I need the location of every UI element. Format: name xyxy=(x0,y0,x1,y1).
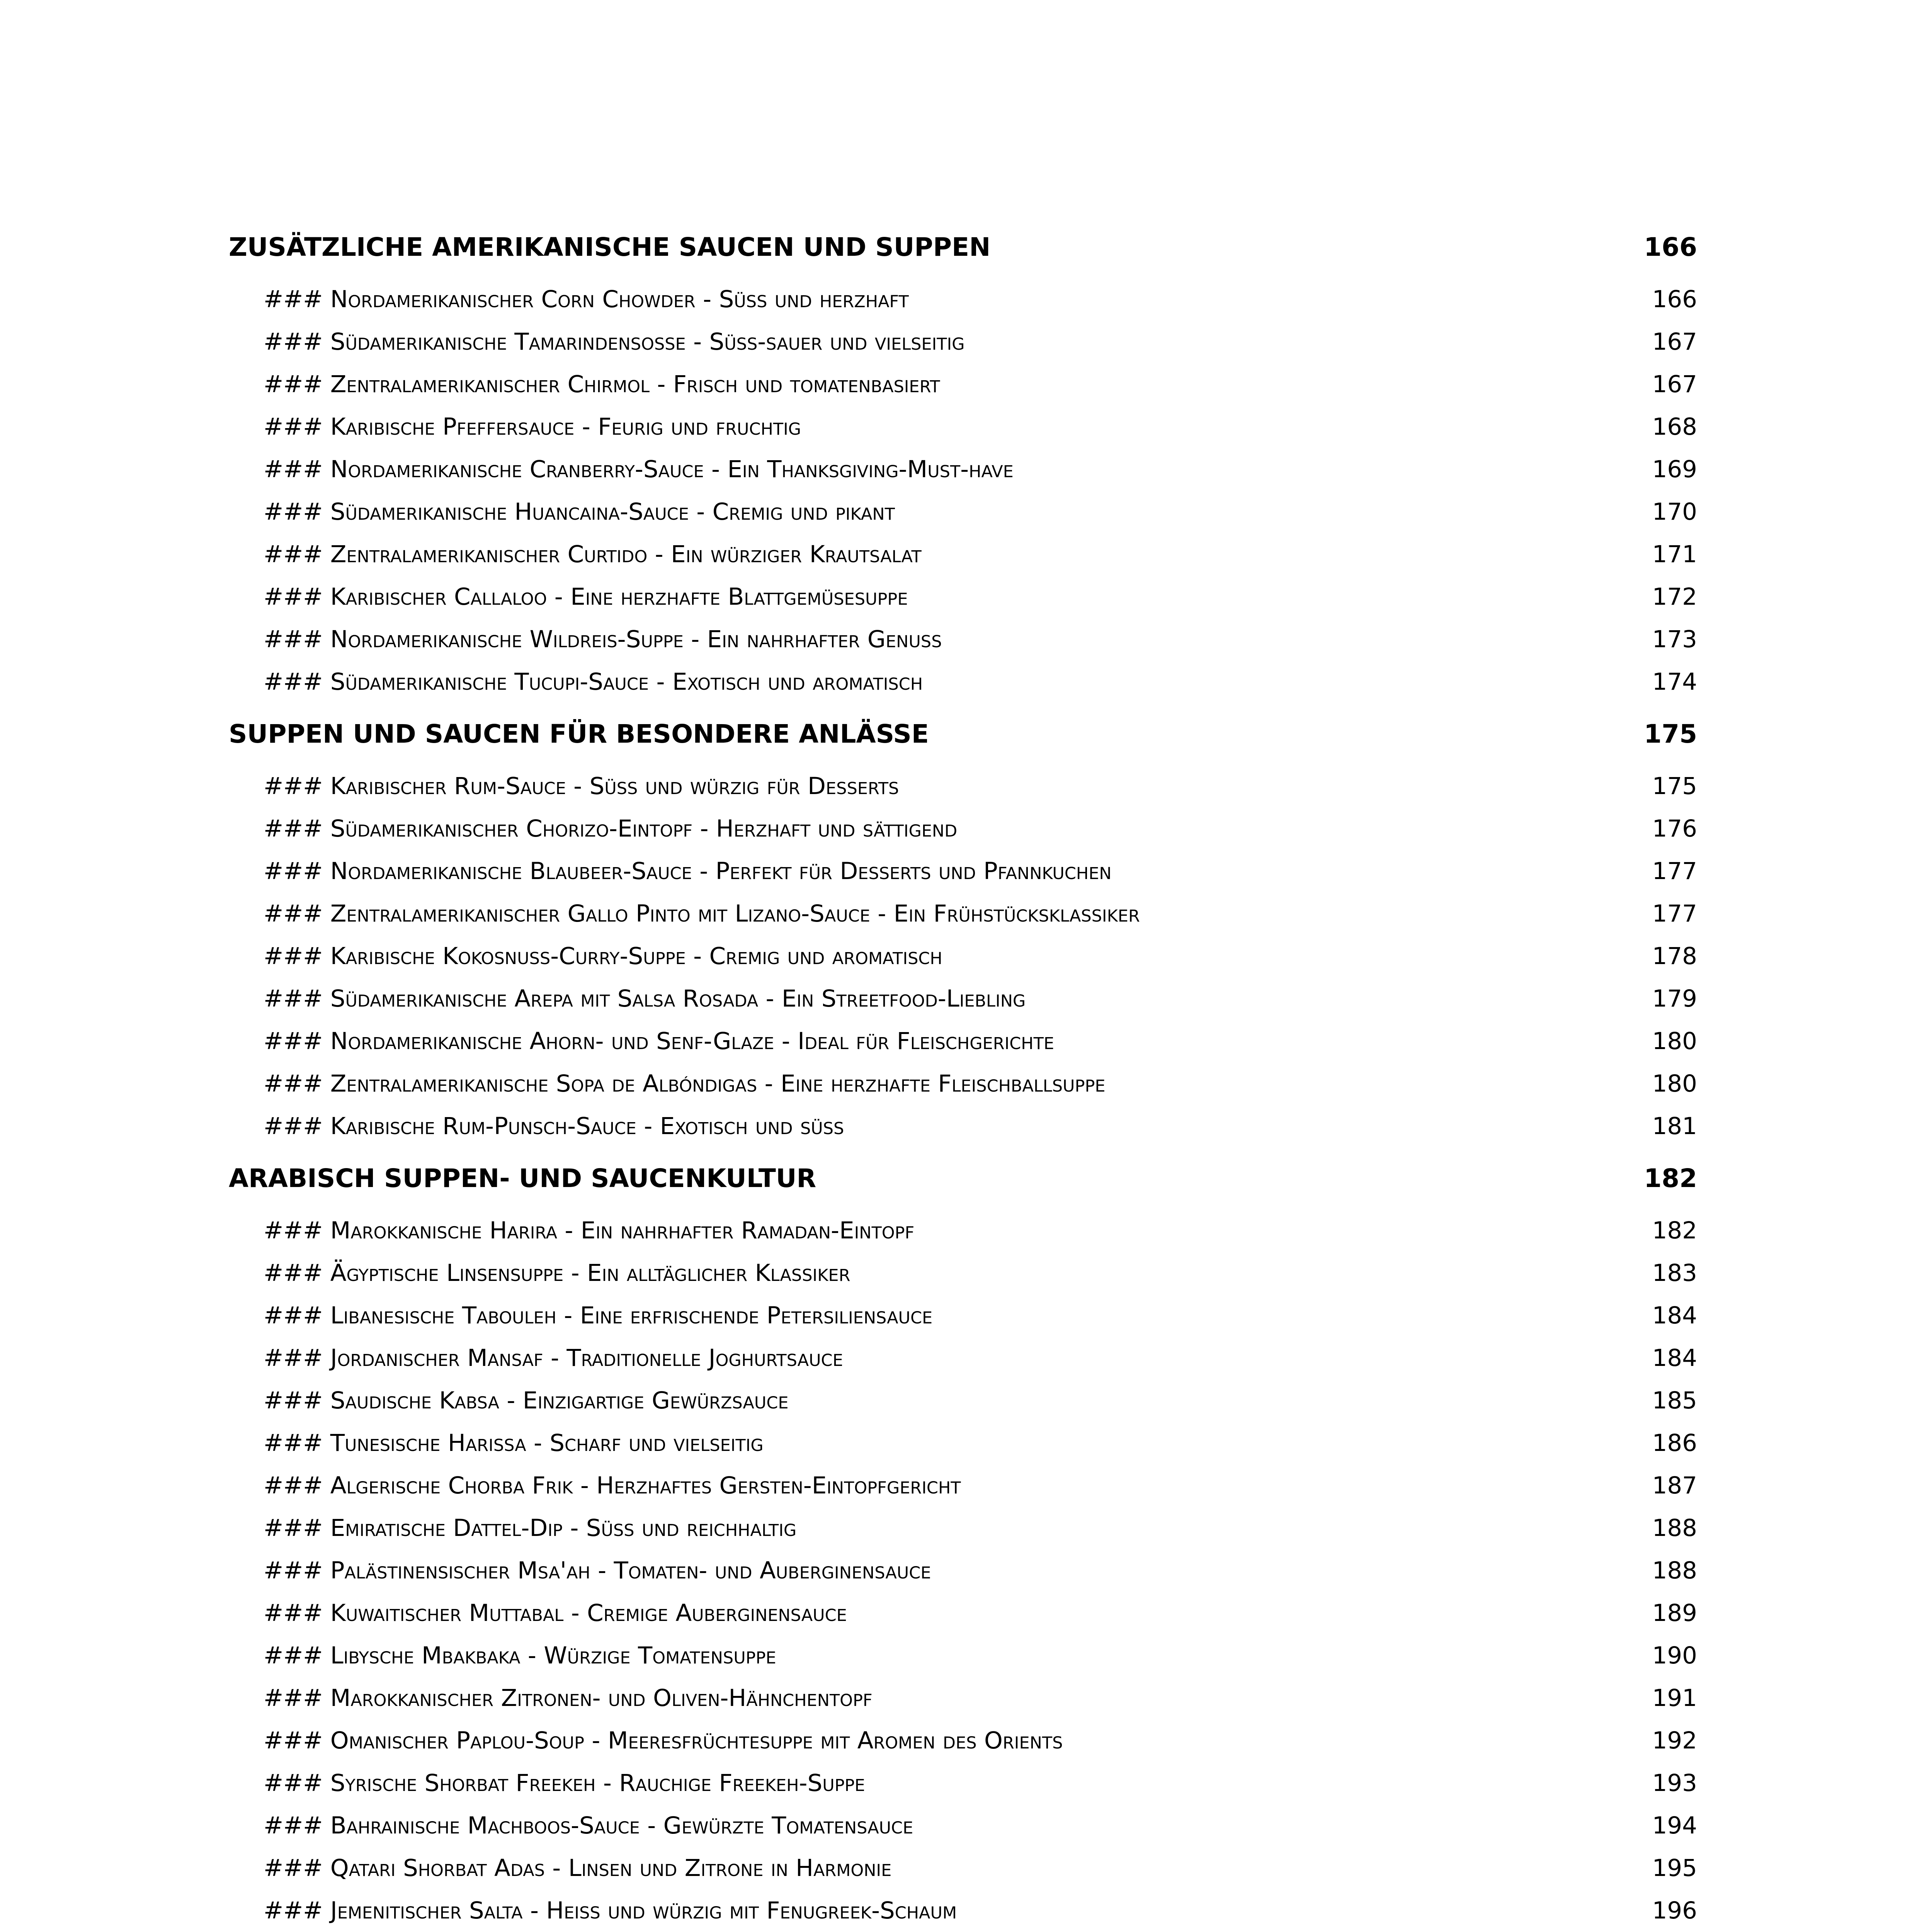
toc-entry-title: ### Südamerikanischer Chorizo-Eintopf - Herzhaft und sättigend xyxy=(264,815,958,842)
toc-leader-dots xyxy=(851,1597,1648,1621)
toc-entry-page: 184 xyxy=(1652,1344,1697,1372)
toc-entry-page: 194 xyxy=(1652,1812,1697,1839)
toc-leader-dots xyxy=(903,770,1648,794)
toc-leader-dots xyxy=(793,1385,1648,1408)
toc-entry-title: ### Nordamerikanische Cranberry-Sauce - Ein Thanksgiving-Must-have xyxy=(264,456,1014,483)
toc-entry-page: 195 xyxy=(1652,1854,1697,1882)
toc-leader-dots xyxy=(767,1427,1648,1451)
toc-entry-page: 189 xyxy=(1652,1599,1697,1627)
toc-entry-page: 183 xyxy=(1652,1259,1697,1287)
table-of-contents xyxy=(229,216,1697,1932)
toc-entry-page: 186 xyxy=(1652,1429,1697,1457)
toc-leader-dots xyxy=(854,1257,1648,1281)
toc-entry-title: ### Südamerikanische Tucupi-Sauce - Exotisch und aromatisch xyxy=(264,668,923,696)
toc-heading-page: 182 xyxy=(1644,1163,1697,1193)
toc-entry-title: ### Qatari Shorbat Adas - Linsen und Zitrone in Harmonie xyxy=(264,1854,892,1882)
toc-entry-page: 174 xyxy=(1652,668,1697,696)
toc-leader-dots xyxy=(1116,855,1648,879)
toc-entry-title: ### Nordamerikanische Wildreis-Suppe - Ein nahrhafter Genuss xyxy=(264,626,942,653)
toc-entry[interactable] xyxy=(229,1549,1697,1592)
toc-leader-dots xyxy=(946,940,1648,964)
toc-entry[interactable] xyxy=(229,406,1697,448)
toc-entry-title: ### Libysche Mbakbaka - Würzige Tomatensuppe xyxy=(264,1642,776,1669)
toc-entry[interactable] xyxy=(229,1677,1697,1719)
toc-entry-page: 180 xyxy=(1652,1027,1697,1055)
toc-entry-title: ### Karibischer Callaloo - Eine herzhafte Blattgemüsesuppe xyxy=(264,583,908,611)
toc-leader-dots xyxy=(848,1111,1648,1134)
toc-leader-dots xyxy=(820,1162,1640,1187)
toc-entry[interactable] xyxy=(229,1464,1697,1507)
toc-entry-page: 170 xyxy=(1652,498,1697,526)
toc-leader-dots xyxy=(935,1555,1648,1578)
toc-leader-dots xyxy=(913,284,1648,307)
toc-entry[interactable] xyxy=(229,491,1697,533)
toc-entry-page: 175 xyxy=(1652,772,1697,800)
toc-entry-title: ### Karibische Rum-Punsch-Sauce - Exotisch und süß xyxy=(264,1112,844,1140)
toc-entry-page: 187 xyxy=(1652,1472,1697,1499)
toc-heading-title: ZUSÄTZLICHE AMERIKANISCHE SAUCEN UND SUPPEN xyxy=(229,232,991,262)
toc-leader-dots xyxy=(927,666,1648,690)
toc-entry[interactable] xyxy=(229,278,1697,321)
toc-entry-page: 196 xyxy=(1652,1897,1697,1924)
toc-leader-dots xyxy=(946,624,1648,647)
toc-entry[interactable] xyxy=(229,1634,1697,1677)
toc-leader-dots xyxy=(918,1215,1648,1238)
toc-entry-title: ### Ägyptische Linsensuppe - Ein alltäglicher Klassiker xyxy=(264,1259,850,1287)
toc-leader-dots xyxy=(869,1767,1648,1791)
toc-entry[interactable] xyxy=(229,1020,1697,1063)
toc-entry[interactable] xyxy=(229,576,1697,618)
toc-entry-page: 192 xyxy=(1652,1727,1697,1754)
toc-entry-title: ### Nordamerikanische Ahorn- und Senf-Glaze - Ideal für Fleischgerichte xyxy=(264,1027,1055,1055)
toc-entry[interactable] xyxy=(229,850,1697,893)
toc-heading-title: ARABISCH SUPPEN- UND SAUCENKULTUR xyxy=(229,1163,816,1193)
toc-entry-page: 167 xyxy=(1652,328,1697,355)
toc-leader-dots xyxy=(925,539,1648,562)
toc-entry-title: ### Südamerikanische Arepa mit Salsa Rosada - Ein Streetfood-Liebling xyxy=(264,985,1026,1012)
toc-entry[interactable] xyxy=(229,363,1697,406)
toc-entry-page: 184 xyxy=(1652,1302,1697,1329)
toc-leader-dots xyxy=(1017,454,1648,477)
toc-leader-dots xyxy=(912,581,1648,605)
toc-entry[interactable] xyxy=(229,1252,1697,1294)
toc-leader-dots xyxy=(1144,898,1648,922)
toc-leader-dots xyxy=(1067,1725,1648,1748)
toc-leader-dots xyxy=(876,1682,1648,1706)
toc-entry[interactable] xyxy=(229,661,1697,703)
toc-leader-dots xyxy=(933,717,1640,743)
toc-entry-page: 190 xyxy=(1652,1642,1697,1669)
toc-leader-dots xyxy=(847,1342,1648,1366)
toc-entry-title: ### Algerische Chorba Frik - Herzhaftes Gersten-Eintopfgericht xyxy=(264,1472,961,1499)
toc-entry-page: 182 xyxy=(1652,1217,1697,1244)
toc-entry-title: ### Tunesische Harissa - Scharf und vielseitig xyxy=(264,1429,764,1457)
toc-entry[interactable] xyxy=(229,893,1697,935)
toc-entry-page: 169 xyxy=(1652,456,1697,483)
toc-leader-dots xyxy=(994,230,1640,256)
toc-entry-title: ### Omanischer Paplou-Soup - Meeresfrüchtesuppe mit Aromen des Orients xyxy=(264,1727,1063,1754)
toc-entry-title: ### Zentralamerikanische Sopa de Albóndigas - Eine herzhafte Fleischballsuppe xyxy=(264,1070,1106,1097)
toc-entry-title: ### Nordamerikanische Blaubeer-Sauce - Perfekt für Desserts und Pfannkuchen xyxy=(264,857,1112,885)
toc-entry[interactable] xyxy=(229,1804,1697,1847)
toc-section xyxy=(229,1148,1697,1932)
toc-entry-page: 185 xyxy=(1652,1387,1697,1414)
toc-leader-dots xyxy=(936,1300,1648,1323)
toc-leader-dots xyxy=(917,1810,1648,1833)
toc-entry[interactable] xyxy=(229,1847,1697,1889)
toc-entry-title: ### Zentralamerikanischer Chirmol - Frisch und tomatenbasiert xyxy=(264,371,940,398)
toc-entry-title: ### Zentralamerikanischer Gallo Pinto mit Lizano-Sauce - Ein Frühstücksklassiker xyxy=(264,900,1140,927)
toc-entry-page: 168 xyxy=(1652,413,1697,440)
toc-leader-dots xyxy=(899,496,1648,520)
toc-entry-page: 173 xyxy=(1652,626,1697,653)
toc-entry[interactable] xyxy=(229,1105,1697,1148)
toc-entry[interactable] xyxy=(229,1294,1697,1337)
toc-section-heading[interactable] xyxy=(229,216,1697,278)
toc-entry-page: 166 xyxy=(1652,286,1697,313)
toc-entry-title: ### Karibische Kokosnuss-Curry-Suppe - Cremig und aromatisch xyxy=(264,942,942,970)
toc-entry-page: 181 xyxy=(1652,1112,1697,1140)
toc-leader-dots xyxy=(968,326,1648,350)
toc-section-heading[interactable] xyxy=(229,1148,1697,1209)
toc-leader-dots xyxy=(965,1470,1648,1493)
toc-entry[interactable] xyxy=(229,1063,1697,1105)
toc-entry[interactable] xyxy=(229,1762,1697,1804)
toc-entry-title: ### Südamerikanische Tamarindensoße - Süß-sauer und vielseitig xyxy=(264,328,965,355)
toc-entry[interactable] xyxy=(229,935,1697,978)
toc-entry[interactable] xyxy=(229,1379,1697,1422)
toc-leader-dots xyxy=(961,1895,1648,1918)
toc-entry-title: ### Jemenitischer Salta - Heiß und würzig mit Fenugreek-Schaum xyxy=(264,1897,957,1924)
toc-entry[interactable] xyxy=(229,618,1697,661)
toc-entry-title: ### Syrische Shorbat Freekeh - Rauchige Freekeh-Suppe xyxy=(264,1769,865,1797)
toc-leader-dots xyxy=(805,411,1648,435)
toc-entry-page: 178 xyxy=(1652,942,1697,970)
toc-entry-page: 188 xyxy=(1652,1557,1697,1584)
toc-entry-title: ### Südamerikanische Huancaina-Sauce - Cremig und pikant xyxy=(264,498,895,526)
toc-entry[interactable] xyxy=(229,1507,1697,1549)
toc-leader-dots xyxy=(780,1640,1648,1663)
toc-entry-page: 172 xyxy=(1652,583,1697,611)
toc-entry[interactable] xyxy=(229,1422,1697,1464)
toc-leader-dots xyxy=(1029,983,1648,1007)
toc-leader-dots xyxy=(895,1852,1648,1876)
toc-entry[interactable] xyxy=(229,808,1697,850)
toc-entry[interactable] xyxy=(229,448,1697,491)
toc-entry[interactable] xyxy=(229,1889,1697,1932)
toc-entry-title: ### Karibische Pfeffersauce - Feurig und fruchtig xyxy=(264,413,801,440)
toc-entry-title: ### Bahrainische Machboos-Sauce - Gewürzte Tomatensauce xyxy=(264,1812,913,1839)
toc-entry-page: 180 xyxy=(1652,1070,1697,1097)
toc-leader-dots xyxy=(1109,1068,1648,1092)
toc-entry-title: ### Kuwaitischer Muttabal - Cremige Auberginensauce xyxy=(264,1599,847,1627)
toc-leader-dots xyxy=(1058,1026,1648,1049)
toc-entry[interactable] xyxy=(229,1719,1697,1762)
toc-entry[interactable] xyxy=(229,978,1697,1020)
toc-entry-page: 188 xyxy=(1652,1514,1697,1542)
toc-entry[interactable] xyxy=(229,1592,1697,1634)
toc-entry-page: 193 xyxy=(1652,1769,1697,1797)
toc-entry-title: ### Libanesische Tabouleh - Eine erfrischende Petersiliensauce xyxy=(264,1302,933,1329)
toc-entry-page: 176 xyxy=(1652,815,1697,842)
toc-entry-page: 177 xyxy=(1652,900,1697,927)
toc-entry[interactable] xyxy=(229,533,1697,576)
toc-entry-title: ### Palästinensischer Msa'ah - Tomaten- und Auberginensauce xyxy=(264,1557,931,1584)
toc-heading-page: 175 xyxy=(1644,719,1697,749)
toc-entry-page: 179 xyxy=(1652,985,1697,1012)
toc-entry[interactable] xyxy=(229,321,1697,363)
toc-entry-title: ### Karibischer Rum-Sauce - Süß und würzig für Desserts xyxy=(264,772,899,800)
toc-heading-title: SUPPEN UND SAUCEN FÜR BESONDERE ANLÄSSE xyxy=(229,719,929,749)
toc-leader-dots xyxy=(800,1512,1648,1536)
toc-entry-title: ### Zentralamerikanischer Curtido - Ein würziger Krautsalat xyxy=(264,541,922,568)
toc-section-heading[interactable] xyxy=(229,703,1697,765)
toc-entry-page: 171 xyxy=(1652,541,1697,568)
toc-section xyxy=(229,216,1697,703)
toc-entry-page: 191 xyxy=(1652,1684,1697,1712)
toc-entry-title: ### Jordanischer Mansaf - Traditionelle Joghurtsauce xyxy=(264,1344,843,1372)
toc-section xyxy=(229,703,1697,1148)
toc-leader-dots xyxy=(944,369,1648,392)
toc-entry[interactable] xyxy=(229,1337,1697,1379)
toc-entry-page: 177 xyxy=(1652,857,1697,885)
toc-entry-title: ### Marokkanische Harira - Ein nahrhafter Ramadan-Eintopf xyxy=(264,1217,915,1244)
toc-entry-title: ### Saudische Kabsa - Einzigartige Gewürzsauce xyxy=(264,1387,789,1414)
toc-entry[interactable] xyxy=(229,765,1697,808)
toc-heading-page: 166 xyxy=(1644,232,1697,262)
toc-entry-title: ### Nordamerikanischer Corn Chowder - Süß und herzhaft xyxy=(264,286,909,313)
toc-entry-title: ### Emiratische Dattel-Dip - Süß und reichhaltig xyxy=(264,1514,797,1542)
toc-entry[interactable] xyxy=(229,1209,1697,1252)
toc-entry-title: ### Marokkanischer Zitronen- und Oliven-Hähnchentopf xyxy=(264,1684,873,1712)
toc-leader-dots xyxy=(961,813,1648,837)
toc-entry-page: 167 xyxy=(1652,371,1697,398)
